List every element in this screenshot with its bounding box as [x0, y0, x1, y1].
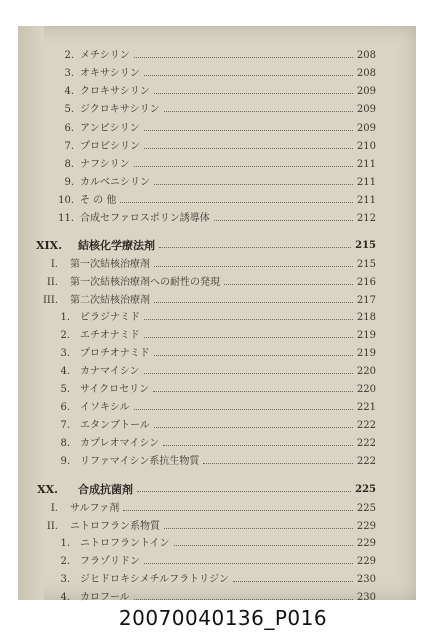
toc-page-number: 211 [356, 159, 376, 170]
toc-entry [18, 257, 416, 273]
toc-page-number: 225 [355, 484, 376, 495]
toc-entry-number: 10. [58, 195, 74, 206]
toc-entry-number: 3. [60, 574, 70, 585]
toc-page-number: 218 [356, 312, 376, 323]
toc-page-number: 209 [356, 104, 376, 115]
toc-entry [18, 121, 416, 137]
toc-entry-number: 5. [64, 104, 74, 115]
toc-leader-dots [164, 102, 353, 112]
toc-entry-title: イソキシル [80, 402, 130, 413]
toc-page-number: 219 [356, 330, 376, 341]
toc-entry [18, 84, 416, 100]
toc-entry [18, 501, 416, 517]
toc-entry-title: オキサシリン [80, 68, 140, 79]
toc-entry-number: 9. [64, 177, 74, 188]
toc-page-number: 222 [356, 420, 376, 431]
toc-entry-title: プロピシリン [80, 141, 140, 152]
toc-entry-number: 1. [60, 538, 70, 549]
toc-entry [18, 400, 416, 416]
toc-leader-dots [134, 157, 353, 167]
toc-entry [18, 436, 416, 452]
toc-page-number: 211 [356, 177, 376, 188]
toc-entry [18, 364, 416, 380]
toc-entry-number: 2. [60, 556, 70, 567]
toc-page-number: 215 [356, 259, 376, 270]
toc-entry [18, 66, 416, 82]
toc-page-number: 230 [356, 592, 376, 603]
toc-leader-dots [164, 519, 353, 529]
scanned-page [18, 26, 416, 603]
toc-page-number: 211 [356, 195, 376, 206]
toc-entry [18, 572, 416, 588]
toc-leader-dots [154, 84, 353, 94]
toc-entry [18, 211, 416, 227]
toc-leader-dots [120, 193, 353, 203]
toc-entry [18, 193, 416, 209]
toc-entry-number: 8. [64, 159, 74, 170]
toc-entry-title: ニトロフラントイン [80, 538, 170, 549]
toc-entry-number: II. [46, 521, 58, 532]
toc-leader-dots [144, 328, 353, 338]
toc-entry-title: 合成抗菌剤 [78, 483, 133, 496]
toc-entry-title: カプレオマイシン [80, 438, 160, 449]
toc-entry-number: 11. [58, 213, 74, 224]
toc-entry [18, 418, 416, 434]
toc-entry-title: サルファ剤 [70, 503, 120, 514]
toc-entry-number: 2. [64, 50, 74, 61]
toc-page-number: 221 [356, 402, 376, 413]
toc-entry [18, 554, 416, 570]
toc-entry-number: 4. [64, 86, 74, 97]
toc-leader-dots [144, 66, 353, 76]
toc-entry-number: I. [50, 503, 58, 514]
toc-entry-number: 6. [64, 123, 74, 134]
toc-entry-title: 第一次結核治療剤 [70, 259, 150, 270]
toc-leader-dots [137, 482, 351, 492]
toc-entry-title: 第一次結核治療剤への耐性の発現 [70, 277, 220, 288]
toc-leader-dots [224, 275, 353, 285]
toc-entry-number: 4. [60, 366, 70, 377]
toc-entry [18, 310, 416, 326]
toc-entry [18, 536, 416, 552]
toc-entry-title: クロキサシリン [80, 86, 150, 97]
toc-entry-title: リファマイシン系抗生物質 [80, 456, 200, 467]
toc-leader-dots [134, 400, 353, 410]
toc-page-number: 225 [356, 503, 376, 514]
toc-entry [18, 275, 416, 291]
toc-page-number: 229 [356, 521, 376, 532]
toc-page-number: 209 [356, 86, 376, 97]
toc-page-number: 222 [356, 438, 376, 449]
toc-leader-dots [203, 454, 353, 464]
toc-entry-number: 5. [60, 384, 70, 395]
toc-leader-dots [123, 501, 353, 511]
toc-page-number: 212 [356, 213, 376, 224]
toc-page-number: 230 [356, 574, 376, 585]
toc-leader-dots [154, 418, 353, 428]
toc-entry-number: 3. [64, 68, 74, 79]
toc-page-number: 229 [356, 538, 376, 549]
toc-page-number: 216 [356, 277, 376, 288]
toc-entry-title: メチシリン [80, 50, 130, 61]
toc-leader-dots [144, 554, 353, 564]
toc-entry-title: ニトロフラン系物質 [70, 521, 160, 532]
toc-leader-dots [154, 293, 353, 303]
toc-entry-title: エタンブトール [80, 420, 150, 431]
toc-leader-dots [144, 364, 353, 374]
toc-entry-number: 3. [60, 348, 70, 359]
toc-chapter [18, 482, 416, 498]
toc-entry-title: 合成セファロスポリン誘導体 [80, 213, 210, 224]
toc-entry-title: ジヒドロキシメチルフラトリジン [80, 574, 229, 585]
toc-leader-dots [134, 48, 353, 58]
toc-entry-number: XX. [37, 483, 58, 496]
toc-page-number: 210 [356, 141, 376, 152]
toc-entry-number: 7. [60, 420, 70, 431]
toc-entry-number: III. [42, 295, 58, 306]
image-caption: 20070040136_P016 [118, 606, 328, 630]
toc-entry-title: ナフシリン [80, 159, 130, 170]
toc-entry-number: 9. [60, 456, 70, 467]
toc-leader-dots [134, 590, 353, 600]
toc-entry [18, 175, 416, 191]
toc-page-number: 220 [356, 366, 376, 377]
toc-entry-number: 8. [60, 438, 70, 449]
toc-page-number: 219 [356, 348, 376, 359]
toc-entry-number: 7. [64, 141, 74, 152]
toc-entry-title: 第二次結核治療剤 [70, 295, 150, 306]
toc-entry [18, 328, 416, 344]
toc-entry-title: カロフール [80, 592, 130, 603]
toc-entry [18, 382, 416, 398]
toc-leader-dots [214, 211, 353, 221]
toc-entry-title: そ の 他 [80, 195, 117, 206]
toc-entry [18, 590, 416, 606]
toc-chapter [18, 238, 416, 254]
toc-entry [18, 139, 416, 155]
toc-leader-dots [174, 536, 353, 546]
toc-entry-title: サイクロセリン [80, 384, 150, 395]
toc-leader-dots [163, 436, 353, 446]
toc-entry [18, 48, 416, 64]
toc-entry-title: エチオナミド [80, 330, 140, 341]
toc-page-number: 208 [356, 50, 376, 61]
toc-entry [18, 157, 416, 173]
toc-entry-title: アンピシリン [80, 123, 140, 134]
toc-entry [18, 519, 416, 535]
toc-leader-dots [153, 382, 353, 392]
toc-entry [18, 454, 416, 470]
toc-leader-dots [154, 257, 353, 267]
toc-entry-title: フラゾリドン [80, 556, 140, 567]
toc-entry-title: ジクロキサシリン [80, 104, 160, 115]
toc-entry-number: 2. [60, 330, 70, 341]
toc-entry-title: カルベニシリン [80, 177, 150, 188]
toc-entry [18, 346, 416, 362]
toc-page-number: 208 [356, 68, 376, 79]
toc-entry-number: II. [46, 277, 58, 288]
toc-page-number: 217 [356, 295, 376, 306]
toc-entry-number: I. [50, 259, 58, 270]
toc-leader-dots [233, 572, 353, 582]
toc-entry-number: 6. [60, 402, 70, 413]
toc-leader-dots [144, 139, 353, 149]
toc-entry [18, 293, 416, 309]
toc-page-number: 215 [355, 240, 376, 251]
toc-page-number: 220 [356, 384, 376, 395]
toc-leader-dots [154, 346, 353, 356]
toc-entry-title: 結核化学療法剤 [78, 239, 155, 252]
toc-leader-dots [144, 121, 353, 131]
toc-leader-dots [154, 175, 353, 185]
toc-entry-title: ピラジナミド [80, 312, 140, 323]
toc-page-number: 209 [356, 123, 376, 134]
toc-entry-number: 4. [60, 592, 70, 603]
toc-entry-title: カナマイシン [80, 366, 140, 377]
toc-entry-number: 1. [60, 312, 70, 323]
toc-leader-dots [144, 310, 353, 320]
toc-entry-title: プロチオナミド [80, 348, 150, 359]
toc-entry-number: XIX. [36, 239, 63, 252]
toc-entry [18, 102, 416, 118]
toc-page-number: 222 [356, 456, 376, 467]
toc-page-number: 229 [356, 556, 376, 567]
toc-leader-dots [159, 238, 351, 248]
